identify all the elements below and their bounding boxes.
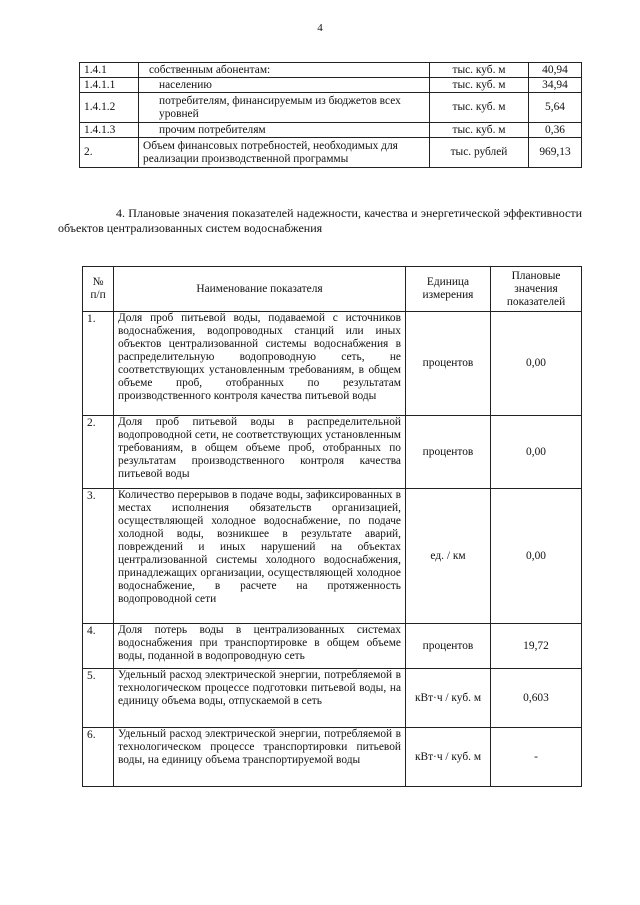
row-unit: тыс. куб. м — [430, 93, 529, 123]
row-unit: процентов — [406, 624, 491, 669]
row-num: 2. — [83, 416, 114, 489]
table-row — [80, 78, 582, 93]
row-name: Удельный расход электрической энергии, потребляемой в технологическом процессе транспортировки питьевой воды, на единицу объема транспортируемой воды — [114, 728, 406, 787]
row-unit: ед. / км — [406, 489, 491, 624]
table-row — [83, 416, 582, 489]
row-value: 0,00 — [491, 489, 582, 624]
table-row — [83, 312, 582, 416]
row-value: - — [491, 728, 582, 787]
table-row — [80, 93, 582, 123]
row-name: населению — [139, 78, 430, 93]
table-row — [83, 489, 582, 624]
row-num: 5. — [83, 669, 114, 728]
row-unit: тыс. рублей — [430, 138, 529, 168]
row-name: Удельный расход электрической энергии, потребляемой в технологическом процессе подготовки питьевой воды, на единицу объема воды, отпускаемой в сеть — [114, 669, 406, 728]
row-unit: процентов — [406, 312, 491, 416]
row-unit: тыс. куб. м — [430, 78, 529, 93]
row-unit: кВт·ч / куб. м — [406, 728, 491, 787]
row-name: Объем финансовых потребностей, необходимых для реализации производственной программы — [139, 138, 430, 168]
row-unit: кВт·ч / куб. м — [406, 669, 491, 728]
row-code: 1.4.1.3 — [80, 123, 139, 138]
row-name: Доля проб питьевой воды, подаваемой с источников водоснабжения, водопроводных станций или иных объектов централизованной системы водоснабжения в распределительную водопроводную сеть, не соответствующих установленным требованиям, в общем объеме проб, отобранных по результатам производственного контроля качества питьевой воды — [114, 312, 406, 416]
row-name: потребителям, финансируемым из бюджетов всех уровней — [139, 93, 430, 123]
table-row — [83, 624, 582, 669]
row-num: 4. — [83, 624, 114, 669]
table-row — [83, 669, 582, 728]
row-value: 40,94 — [529, 63, 582, 78]
table-row — [80, 63, 582, 78]
row-value: 0,00 — [491, 312, 582, 416]
row-name: Доля проб питьевой воды в распределительной водопроводной сети, не соответствующих установленным требованиям, в общем объеме проб, отобранных по результатам производственного контроля качества питьевой воды — [114, 416, 406, 489]
row-value: 0,36 — [529, 123, 582, 138]
page-number: 4 — [317, 22, 323, 34]
indicators-table — [82, 266, 582, 787]
row-code: 2. — [80, 138, 139, 168]
row-num: 6. — [83, 728, 114, 787]
row-name: Количество перерывов в подаче воды, зафиксированных в местах исполнения обязательств организацией, осуществляющей холодное водоснабжение, по подаче холодной воды, возникшее в результате аварий, повреждений и иных нарушений на объектах централизованной системы холодного водоснабжения, принадлежащих организации, осуществляющей холодное водоснабжение, в расчете на протяженность водопроводной сети — [114, 489, 406, 624]
header-unit: Единица измерения — [406, 267, 491, 312]
row-code: 1.4.1 — [80, 63, 139, 78]
row-value: 34,94 — [529, 78, 582, 93]
row-num: 3. — [83, 489, 114, 624]
table-row — [83, 728, 582, 787]
row-unit: процентов — [406, 416, 491, 489]
header-name: Наименование показателя — [114, 267, 406, 312]
row-value: 969,13 — [529, 138, 582, 168]
row-unit: тыс. куб. м — [430, 123, 529, 138]
row-name: прочим потребителям — [139, 123, 430, 138]
row-code: 1.4.1.1 — [80, 78, 139, 93]
header-num: № п/п — [83, 267, 114, 312]
row-name: Доля потерь воды в централизованных системах водоснабжения при транспортировке в общем объеме воды, поданной в водопроводную сеть — [114, 624, 406, 669]
table-row — [80, 123, 582, 138]
row-name: собственным абонентам: — [139, 63, 430, 78]
row-unit: тыс. куб. м — [430, 63, 529, 78]
row-code: 1.4.1.2 — [80, 93, 139, 123]
row-value: 0,603 — [491, 669, 582, 728]
header-value: Плановые значения показателей — [491, 267, 582, 312]
row-num: 1. — [83, 312, 114, 416]
row-value: 5,64 — [529, 93, 582, 123]
table-row — [80, 138, 582, 168]
section-title: 4. Плановые значения показателей надежности, качества и энергетической эффективности объектов централизованных систем водоснабжения — [58, 206, 582, 235]
volume-table — [79, 62, 582, 168]
row-value: 19,72 — [491, 624, 582, 669]
row-value: 0,00 — [491, 416, 582, 489]
table-header-row — [83, 267, 582, 312]
